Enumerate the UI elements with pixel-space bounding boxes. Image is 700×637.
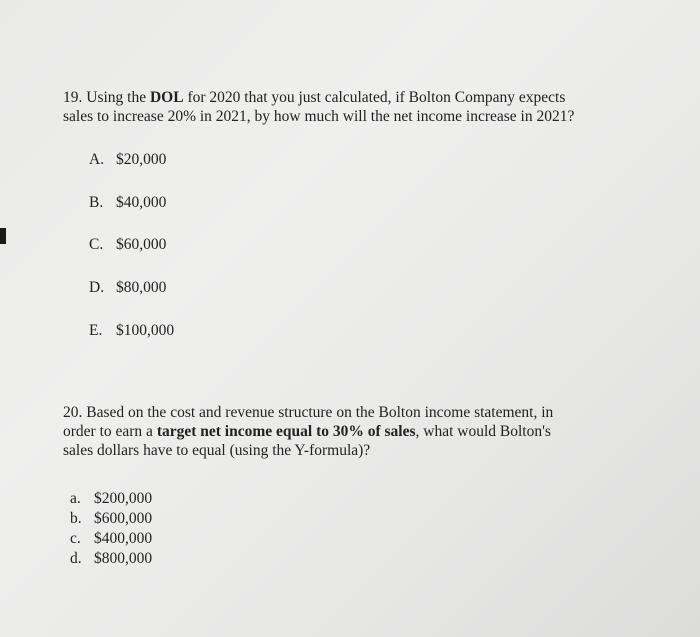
option-letter: d. (70, 550, 82, 567)
question-text: Based on the cost and revenue structure on the Bolton income statement, in (86, 404, 554, 421)
option-letter: b. (70, 510, 82, 527)
option-text: $800,000 (94, 550, 153, 567)
option-text: $20,000 (116, 151, 167, 168)
question-text: sales to increase 20% in 2021, by how much will the net income increase in 2021? (63, 108, 575, 125)
question-19-option-a[interactable] (89, 150, 166, 169)
option-text: $40,000 (116, 194, 167, 211)
question-text: , what would Bolton's (415, 423, 551, 440)
option-letter: a. (70, 490, 81, 507)
option-letter: C. (89, 236, 104, 253)
option-letter: A. (89, 151, 105, 168)
question-20-option-d[interactable] (70, 549, 152, 568)
question-text: order to earn a (63, 423, 157, 440)
question-20-option-c[interactable] (70, 529, 152, 548)
option-letter: B. (89, 194, 104, 211)
option-text: $600,000 (94, 510, 153, 527)
option-text: $100,000 (116, 322, 175, 339)
question-text: sales dollars have to equal (using the Y-formula)? (63, 442, 371, 459)
question-19-option-e[interactable] (89, 321, 174, 340)
question-number: 19. (63, 89, 83, 106)
option-letter: D. (89, 279, 105, 296)
question-bold-term: DOL (149, 89, 184, 106)
option-text: $200,000 (94, 490, 153, 507)
question-text: for 2020 that you just calculated, if Bolton Company expects (183, 89, 566, 106)
question-19-option-d[interactable] (89, 278, 166, 297)
question-bold-term: target net income equal to 30% of sales (156, 423, 416, 440)
option-text: $80,000 (116, 279, 167, 296)
question-20-stem (63, 403, 663, 460)
question-19-option-c[interactable] (89, 235, 166, 254)
option-letter: E. (89, 322, 103, 339)
question-19-option-b[interactable] (89, 193, 166, 212)
option-text: $60,000 (116, 236, 167, 253)
question-text: Using the (86, 89, 150, 106)
question-20-option-b[interactable] (70, 509, 152, 528)
question-20-option-a[interactable] (70, 489, 152, 508)
option-letter: c. (70, 530, 81, 547)
page-edge-mark (0, 228, 6, 244)
option-text: $400,000 (94, 530, 153, 547)
question-19-stem (63, 88, 663, 126)
question-number: 20. (63, 404, 83, 421)
